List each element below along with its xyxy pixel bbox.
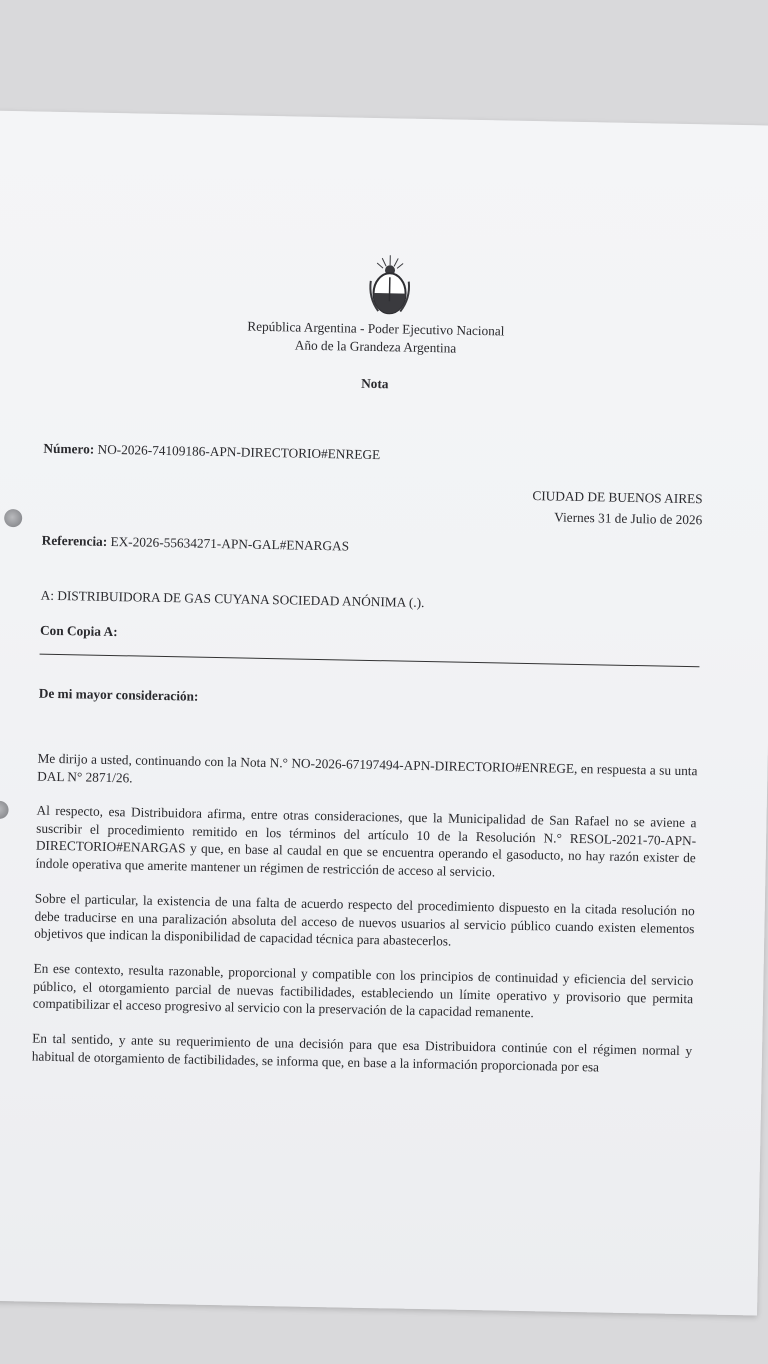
numero-value: NO-2026-74109186-APN-DIRECTORIO#ENREGE: [97, 441, 381, 463]
punch-hole-top: [4, 509, 22, 527]
salutation: De mi mayor consideración:: [38, 685, 199, 704]
place-date: Viernes 31 de Julio de 2026: [554, 509, 703, 528]
paragraph-3: Sobre el particular, la existencia de una falta de acuerdo respecto del procedimiento dispuesto en la citada resolución no debe traducirse en una paralización absoluta del acceso de nuevos usuarios al servicio público cuando existen elementos objetivos que indican la disponibilidad de capacidad técnica para abastecerlos.: [34, 890, 695, 949]
paragraph-1: Me dirijo a usted, continuando con la Nota N.° NO-2026-67197494-APN-DIRECTORIO#ENREGE, en respuesta a su unta DAL N° 2871/26.: [37, 750, 698, 785]
place-city: CIUDAD DE BUENOS AIRES: [532, 488, 703, 507]
numero-line: [43, 440, 380, 464]
document-type: Nota: [361, 375, 389, 392]
paragraph-2: Al respecto, esa Distribuidora afirma, entre otras consideraciones, que la Municipalidad de San Rafael no se aviene a suscribir el procedimiento remitido en los términos del artículo 10 de la Resolución N.° RESOL-2021-70-APN-DIRECTORIO#ENARGAS y que, en base al caudal en que se encuentra operando el gasoducto, no hay razón exister de índole operativa que amerite mantener un régimen de restricción de acceso al servicio.: [35, 802, 697, 879]
header-year-motto: Año de la Grandeza Argentina: [294, 337, 457, 356]
separator-rule: [40, 654, 700, 668]
referencia-value: EX-2026-55634271-APN-GAL#ENARGAS: [110, 533, 350, 554]
coat-of-arms-icon: [364, 253, 415, 320]
numero-label: Número:: [43, 440, 95, 457]
con-copia-label: Con Copia A:: [39, 622, 118, 640]
document-body: [31, 242, 707, 1074]
header-government: República Argentina - Poder Ejecutivo Nacional: [247, 318, 505, 339]
referencia-line: [42, 532, 350, 555]
paragraph-4: En ese contexto, resulta razonable, proporcional y compatible con los principios de continuidad y eficiencia del servicio público, el otorgamiento parcial de nuevas factibilidades, estableciendo un límite operativo y provisorio que permita compatibilizar el acceso progresivo al servicio con la preservación de la capacidad remanente.: [32, 960, 694, 1021]
paper-sheet: [0, 110, 768, 1316]
punch-hole-bottom: [0, 801, 9, 819]
recipient: A: DISTRIBUIDORA DE GAS CUYANA SOCIEDAD ANÓNIMA (.).: [40, 587, 425, 611]
paragraph-5: En tal sentido, y ante su requerimiento de una decisión para que esa Distribuidora continúe con el régimen normal y habitual de otorgamiento de factibilidades, se informa que, en base a la información proporcionada por esa: [31, 1030, 693, 1074]
referencia-label: Referencia:: [41, 532, 108, 549]
